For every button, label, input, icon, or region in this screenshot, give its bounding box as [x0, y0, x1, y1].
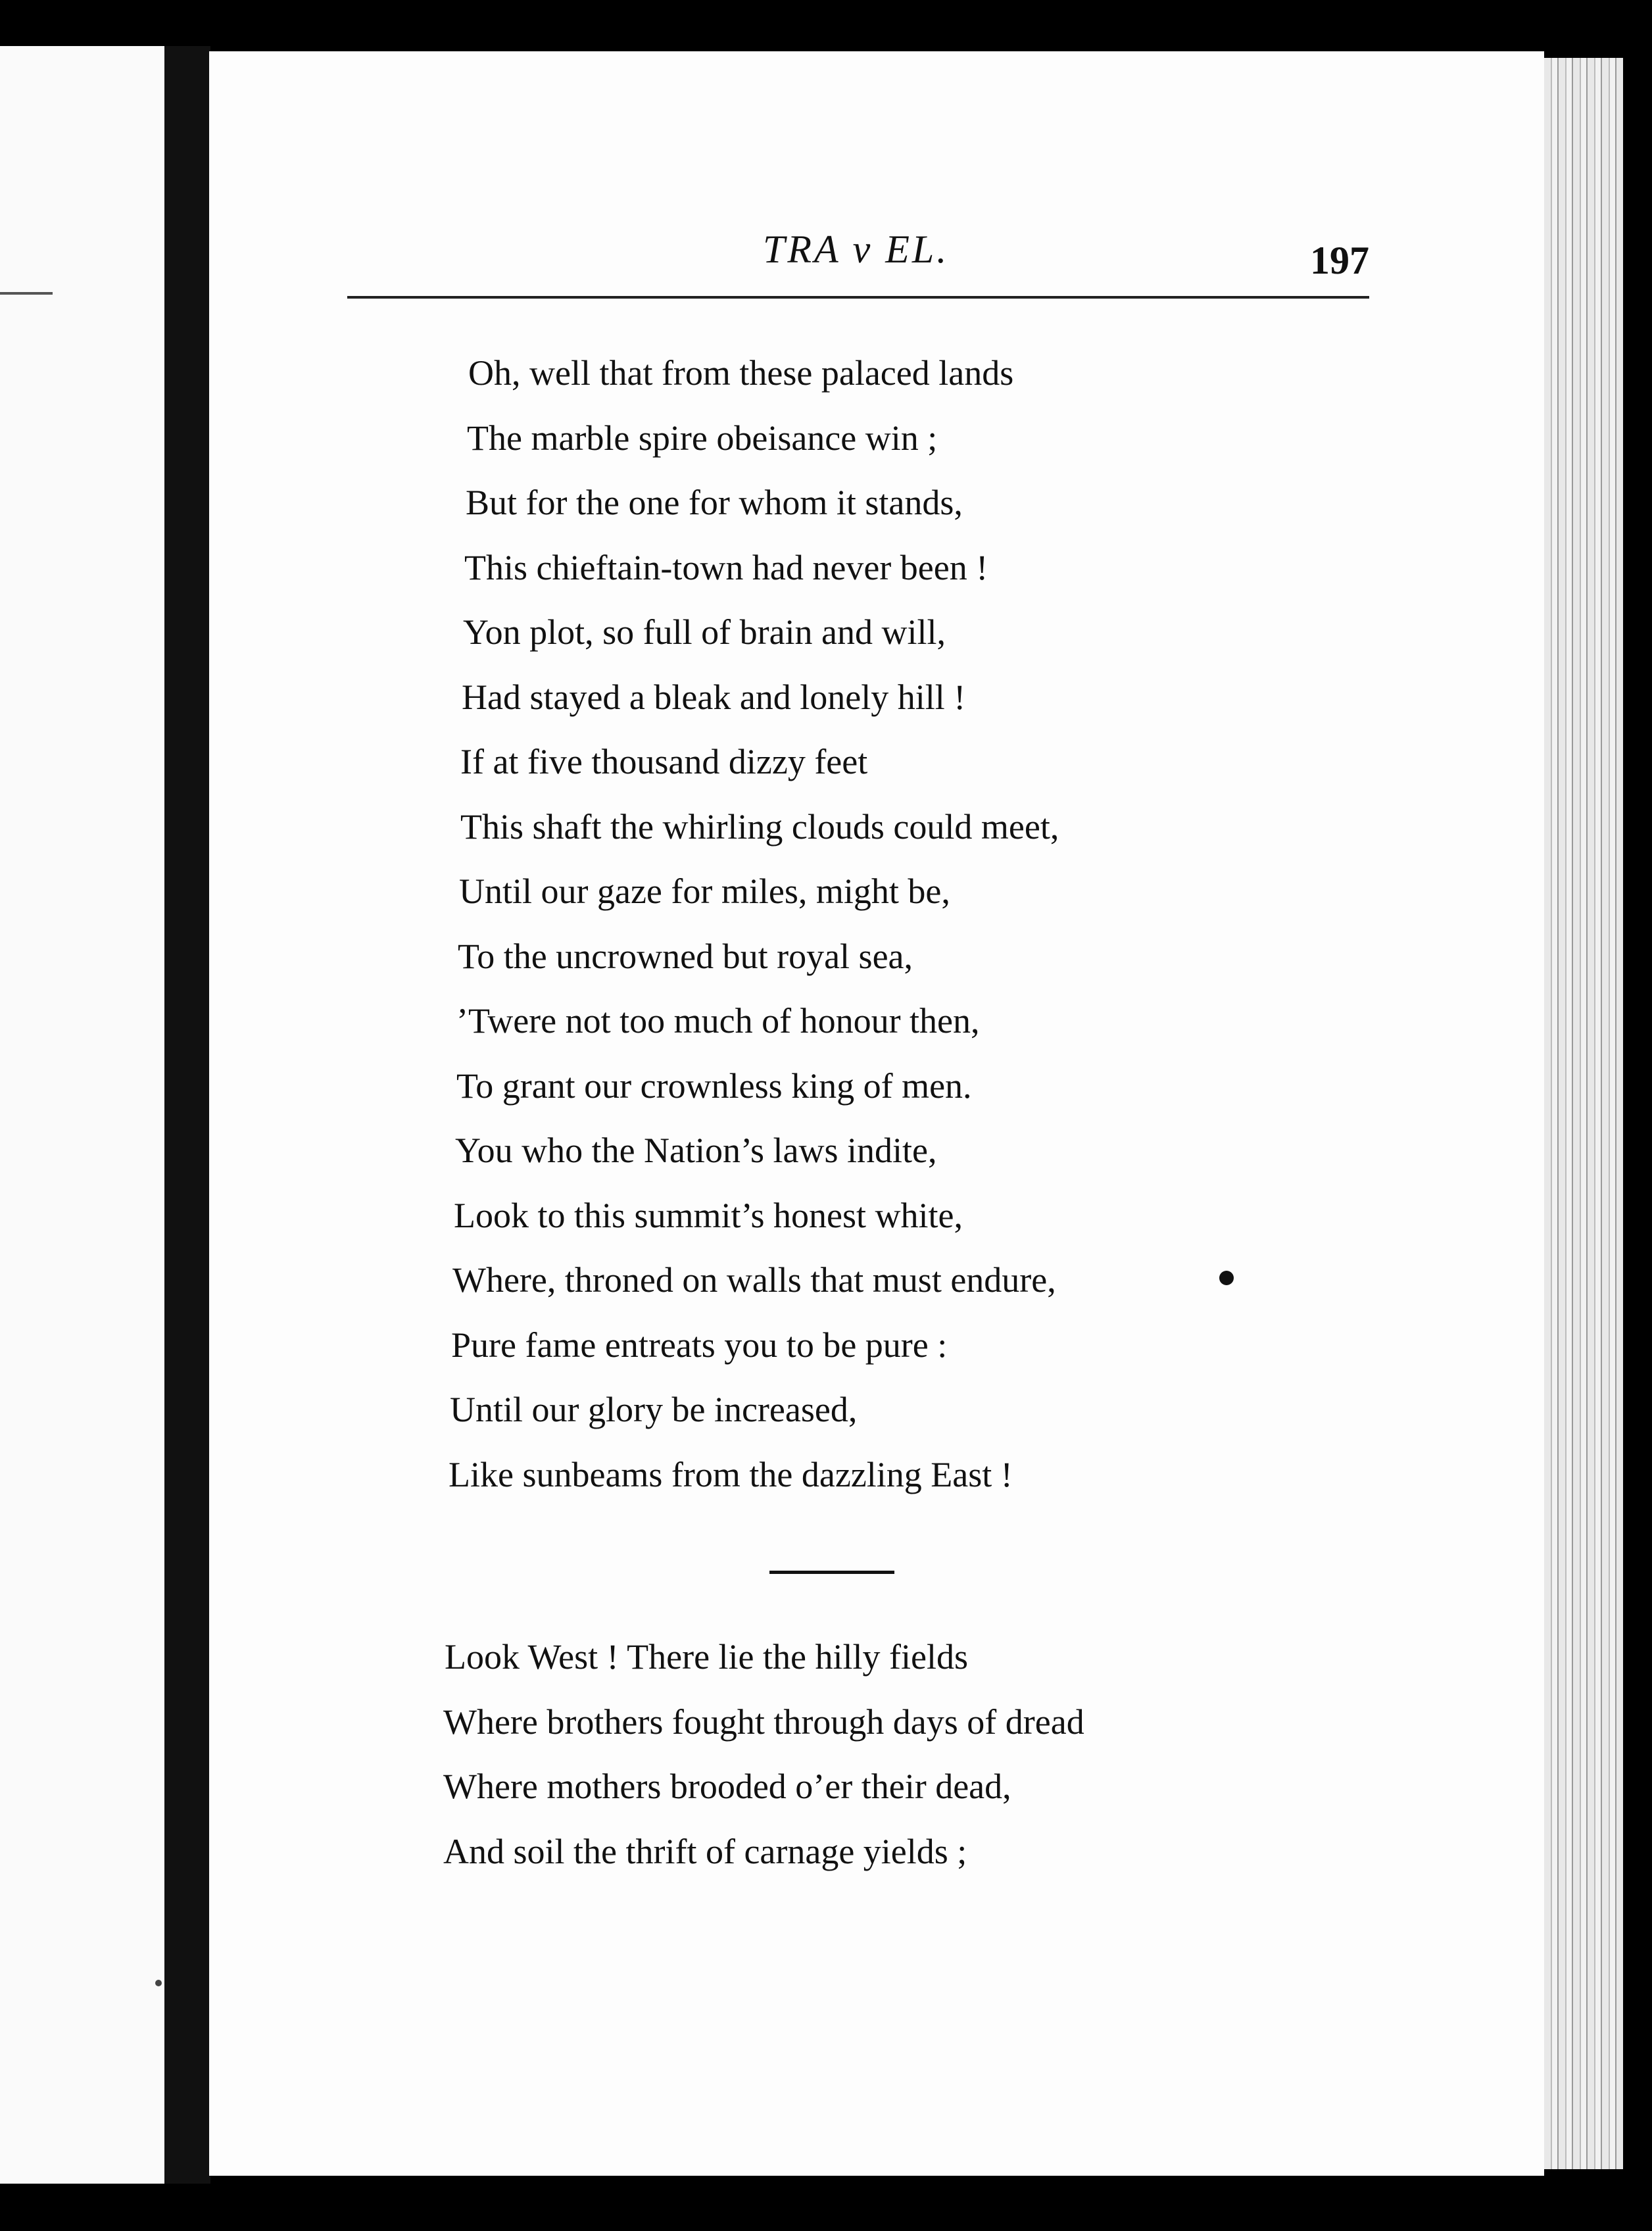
verse-line: Where mothers brooded o’er their dead,	[443, 1767, 1011, 1806]
verse-line: Until our glory be increased,	[450, 1390, 858, 1429]
left-facing-page	[0, 46, 178, 2184]
header-rule	[347, 296, 1369, 299]
gutter-notch	[188, 197, 205, 209]
verse-line: Like sunbeams from the dazzling East !	[449, 1454, 1013, 1494]
verse-line: You who the Nation’s laws indite,	[455, 1131, 937, 1170]
page-number: 197	[1310, 239, 1369, 282]
stanza-separator-rule	[769, 1571, 894, 1574]
page-edges	[1544, 58, 1623, 2169]
stanza-1	[449, 341, 1059, 1507]
verse-line: Pure fame entreats you to be pure :	[451, 1325, 948, 1365]
verse-line: To the uncrowned but royal sea,	[458, 936, 913, 976]
verse-line: To grant our crownless king of men.	[456, 1066, 972, 1106]
verse-line: The marble spire obeisance win ;	[467, 418, 938, 458]
gutter-notch	[188, 697, 205, 709]
verse-line: Where, throned on walls that must endure,	[452, 1260, 1056, 1300]
verse-line: Oh, well that from these palaced lands	[468, 353, 1014, 393]
verse-line: Had stayed a bleak and lonely hill !	[462, 677, 966, 717]
verse-line: ’Twere not too much of honour then,	[456, 1001, 980, 1041]
verse-line: And soil the thrift of carnage yields ;	[443, 1831, 967, 1871]
ink-speck	[1219, 1271, 1234, 1285]
verse-line: This shaft the whirling clouds could meet,	[460, 806, 1059, 846]
verse-line: Where brothers fought through days of dread	[443, 1702, 1084, 1742]
verse-line: Look West ! There lie the hilly fields	[445, 1637, 968, 1677]
verse-line: Until our gaze for miles, might be,	[459, 871, 950, 911]
verse-line: If at five thousand dizzy feet	[460, 742, 868, 781]
verse-line: But for the one for whom it stands,	[466, 483, 963, 522]
left-page-speck	[155, 1980, 162, 1986]
running-head: TRA v EL.	[763, 228, 950, 271]
verse-line: Look to this summit’s honest white,	[454, 1195, 963, 1235]
left-page-rule	[0, 292, 53, 295]
verse-line: This chieftain-town had never been !	[464, 547, 988, 587]
book-gutter	[164, 46, 210, 2184]
verse-line: Yon plot, so full of brain and will,	[463, 612, 946, 652]
stanza-2	[445, 1625, 1084, 1884]
gutter-notch	[188, 441, 205, 453]
